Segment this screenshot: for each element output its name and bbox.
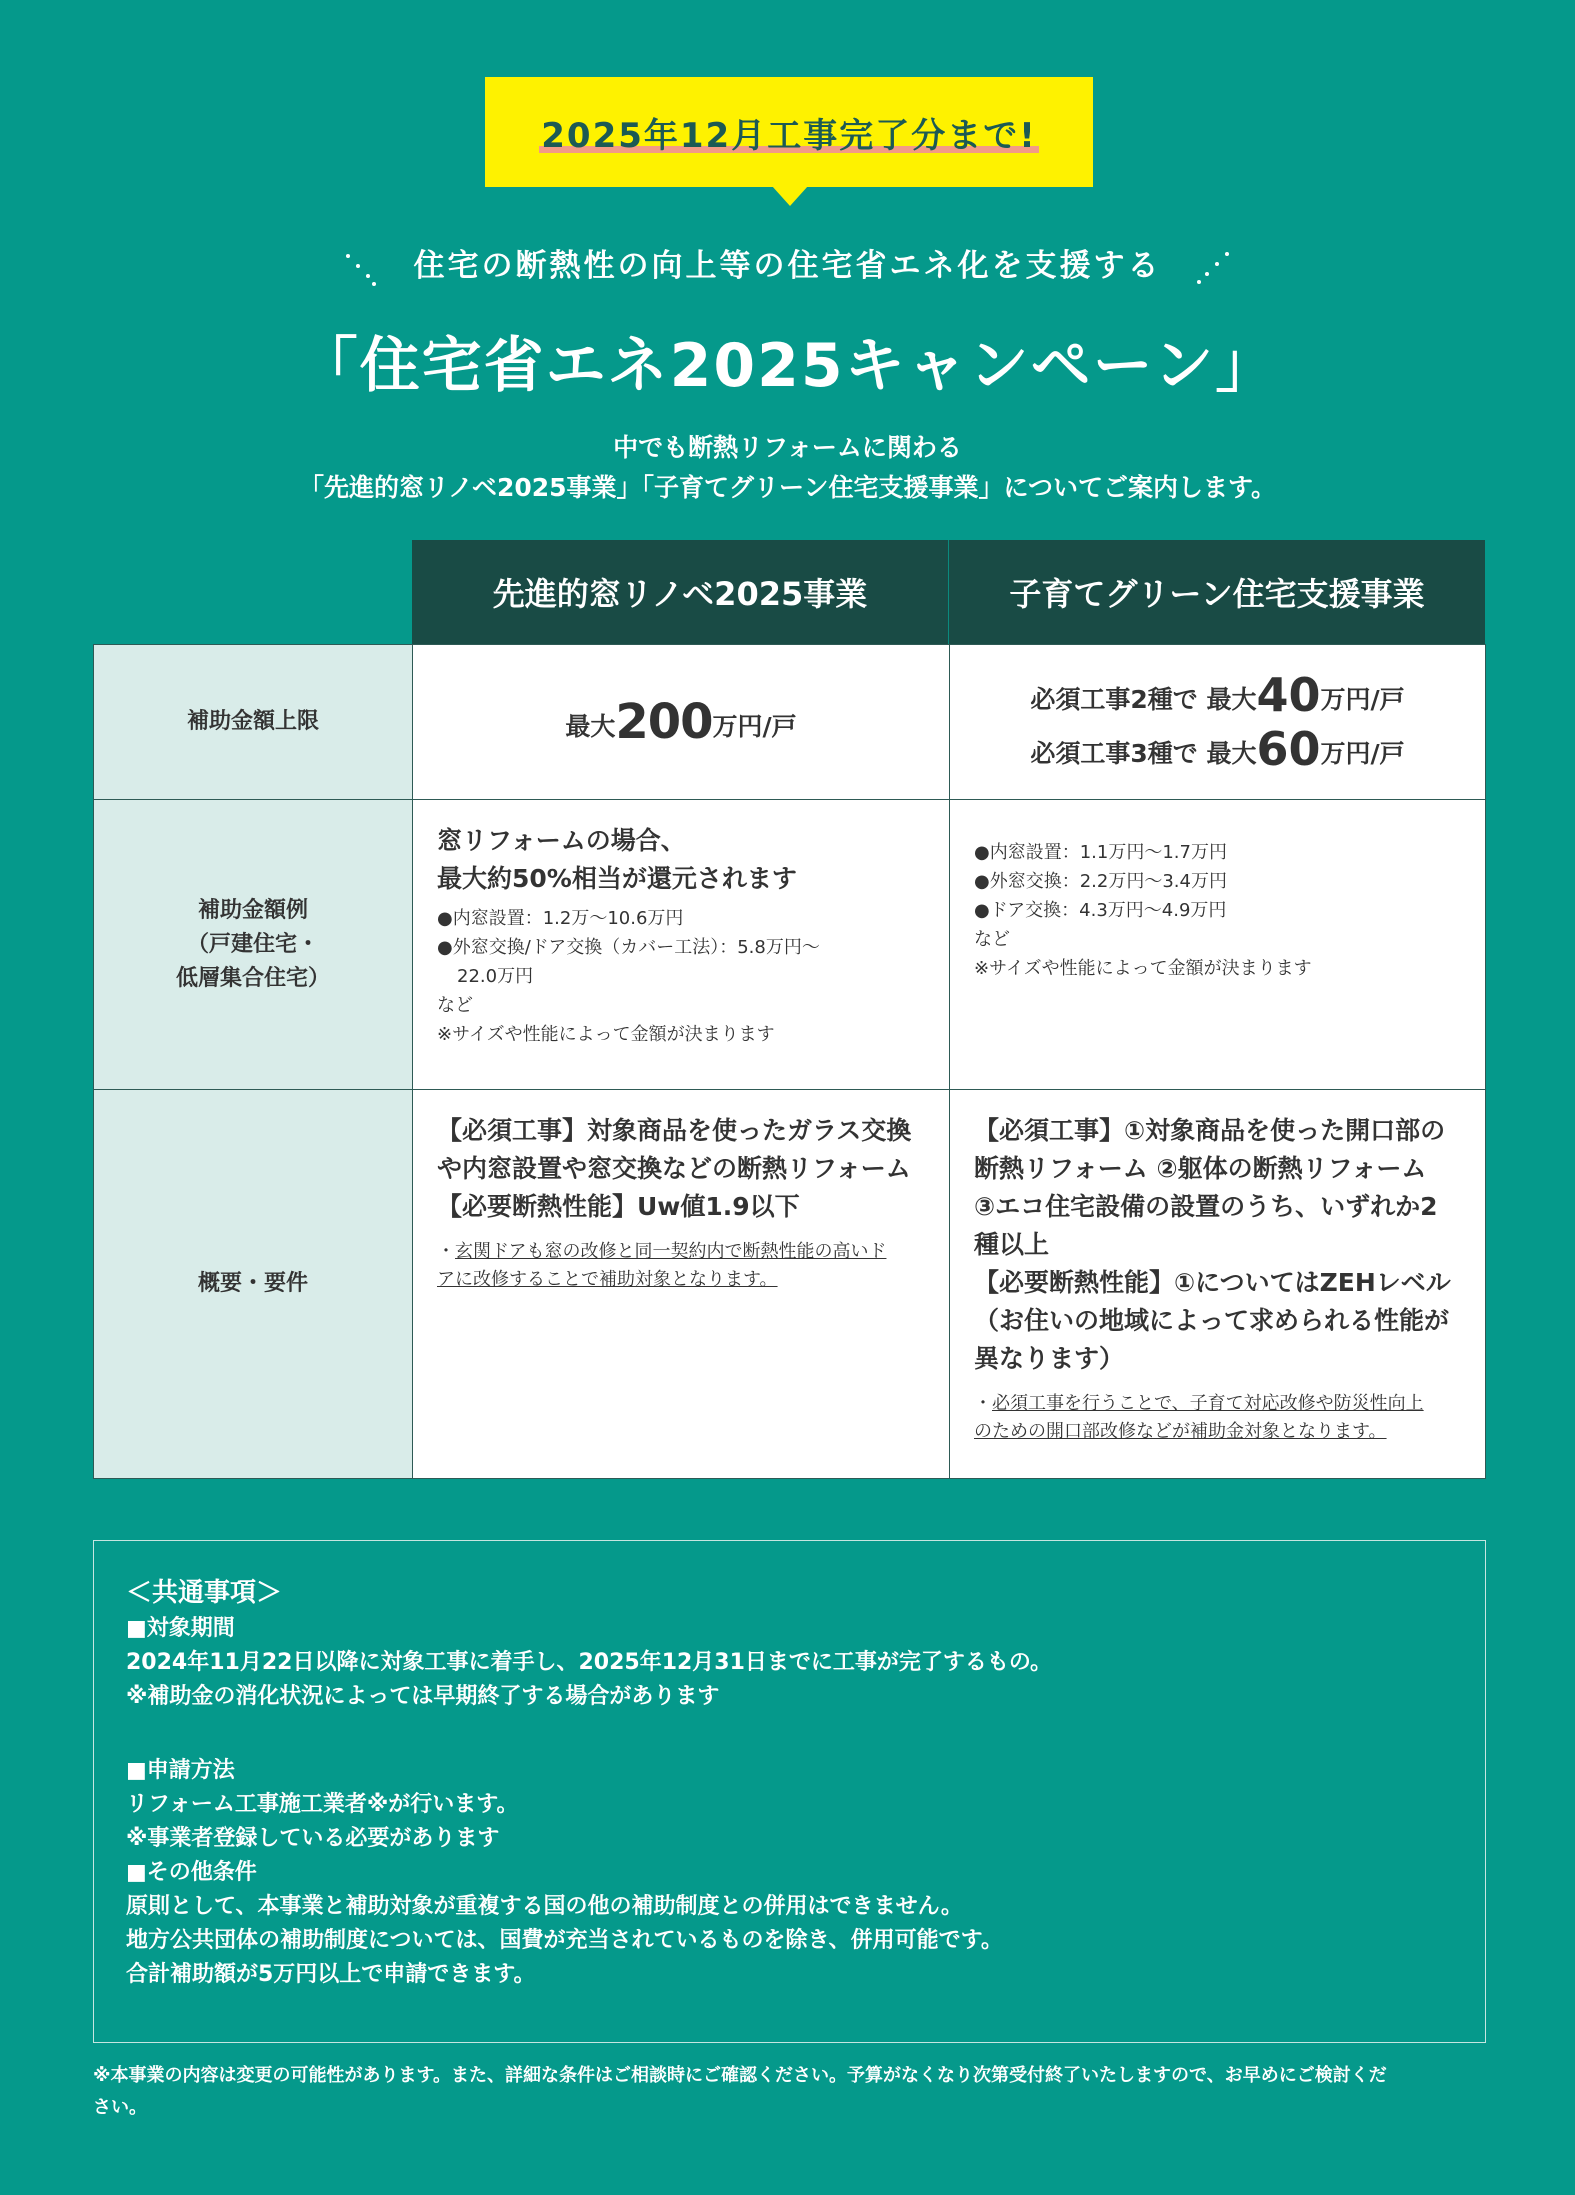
limit-green-line-2 (1030, 722, 1404, 776)
example-heading: 最大約50%相当が還元されます (437, 864, 797, 893)
row-header-example-line: 低層集合住宅） (175, 965, 330, 991)
example-etc: など (974, 929, 1010, 950)
limit-unit: 万円/戸 (1320, 685, 1405, 714)
summary-note (974, 1390, 1461, 1446)
summary-cell-green (949, 1090, 1485, 1478)
note-line: アに改修することで補助対象となります。 (437, 1269, 778, 1290)
summary-cell-window (413, 1090, 949, 1478)
column-header-window: 先進的窓リノベ2025事業 (412, 540, 948, 644)
other-line: 合計補助額が5万円以上で申請できます。 (126, 1962, 536, 1987)
example-etc: など (437, 995, 473, 1016)
requirement-line: や内窓設置や窓交換などの断熱リフォーム (437, 1154, 911, 1183)
requirement-line: 【必要断熱性能】①についてはZEHレベル (974, 1268, 1451, 1297)
sparkle-right-icon (1193, 250, 1233, 286)
other-line: 原則として、本事業と補助対象が重複する国の他の補助制度との併用はできません。 (126, 1894, 963, 1919)
intro-line-2: 「先進的窓リノベ2025事業」「子育てグリーン住宅支援事業」についてご案内します。 (298, 473, 1277, 502)
example-item-continued: 22.0万円 (457, 966, 534, 987)
note-line: 必須工事を行うことで、子育て対応改修や防災性向上 (992, 1393, 1424, 1414)
limit-prefix: 最大 (565, 712, 616, 741)
limit-prefix: 必須工事3種で 最大 (1030, 739, 1257, 768)
page-title: 「住宅省エネ2025キャンペーン」 (297, 331, 1278, 401)
summary-note (437, 1238, 925, 1294)
limit-amount: 40 (1256, 668, 1321, 722)
footnote-line: さい。 (93, 2097, 147, 2118)
row-header-example-line: 補助金額例 (197, 897, 308, 923)
apply-title: ■申請方法 (126, 1758, 235, 1783)
requirement-line: （お住いの地域によって求められる性能が (974, 1306, 1450, 1335)
limit-cell-green (949, 645, 1485, 799)
note-bullet: ・ (974, 1393, 992, 1414)
requirement-line: 断熱リフォーム ②躯体の断熱リフォーム (974, 1154, 1427, 1183)
other-title: ■その他条件 (126, 1860, 257, 1885)
example-heading: 窓リフォームの場合、 (437, 826, 686, 855)
period-title: ■対象期間 (126, 1616, 235, 1641)
table-row-summary (94, 1089, 1485, 1478)
requirement-line: 異なります） (974, 1344, 1125, 1373)
lead-text: 住宅の断熱性の向上等の住宅省エネ化を支援する (413, 248, 1162, 284)
limit-unit: 万円/戸 (1320, 739, 1405, 768)
table-row-limit (94, 644, 1485, 799)
limit-amount: 60 (1256, 722, 1321, 776)
limit-green-line-1 (1030, 668, 1404, 722)
row-header-summary: 概要・要件 (94, 1090, 413, 1478)
row-header-example (94, 800, 413, 1089)
example-item: ●ドア交換：4.3万円～4.9万円 (974, 900, 1227, 921)
example-note: ※サイズや性能によって金額が決まります (437, 1024, 775, 1045)
requirement-line: 【必須工事】①対象商品を使った開口部の (974, 1116, 1446, 1145)
table-row-example (94, 799, 1485, 1089)
comparison-table (93, 540, 1486, 1479)
limit-cell-window (413, 645, 949, 799)
lead-line (0, 240, 1575, 286)
apply-line: リフォーム工事施工業者※が行います。 (126, 1792, 519, 1817)
requirement-line: 【必須工事】対象商品を使ったガラス交換 (437, 1116, 912, 1145)
requirement-line: ③エコ住宅設備の設置のうち、いずれか2 (974, 1192, 1438, 1221)
limit-window-line (565, 694, 796, 750)
example-item: ●内窓設置：1.1万円～1.7万円 (974, 842, 1227, 863)
badge-pointer (772, 186, 808, 206)
example-item: ●外窓交換/ドア交換（カバー工法）：5.8万円～ (437, 937, 820, 958)
table-header (412, 540, 1486, 644)
period-line: 2024年11月22日以降に対象工事に着手し、2025年12月31日までに工事が完了するもの。 (126, 1650, 1053, 1675)
footnote-line: ※本事業の内容は変更の可能性があります。また、詳細な条件はご相談時にご確認ください。予算がなくなり次第受付終了いたしますので、お早めにご検討くだ (93, 2065, 1387, 2086)
example-cell-green (949, 800, 1485, 1089)
example-cell-window (413, 800, 949, 1089)
limit-prefix: 必須工事2種で 最大 (1030, 685, 1257, 714)
intro-line-1: 中でも断熱リフォームに関わる (613, 433, 962, 462)
intro-text (0, 428, 1575, 508)
example-item: ●内窓設置：1.2万～10.6万円 (437, 908, 684, 929)
sparkle-left-icon (342, 250, 382, 286)
common-heading: ＜共通事項＞ (126, 1578, 283, 1608)
column-header-green-housing: 子育てグリーン住宅支援事業 (948, 540, 1485, 644)
apply-line: ※事業者登録している必要があります (126, 1826, 500, 1851)
note-line: 玄関ドアも窓の改修と同一契約内で断熱性能の高いド (455, 1241, 887, 1262)
limit-unit: 万円/戸 (712, 712, 797, 741)
requirement-line: 【必要断熱性能】Uw値1.9以下 (437, 1192, 800, 1221)
note-bullet: ・ (437, 1241, 455, 1262)
deadline-badge (485, 77, 1093, 187)
note-line: のための開口部改修などが補助金対象となります。 (974, 1421, 1387, 1442)
other-line: 地方公共団体の補助制度については、国費が充当されているものを除き、併用可能です。 (126, 1928, 1003, 1953)
limit-amount: 200 (615, 694, 713, 750)
requirement-line: 種以上 (974, 1230, 1050, 1259)
footnote (93, 2060, 1486, 2124)
example-note: ※サイズや性能によって金額が決まります (974, 958, 1312, 979)
period-line: ※補助金の消化状況によっては早期終了する場合があります (126, 1684, 720, 1709)
common-terms-box (93, 1540, 1486, 2043)
example-item: ●外窓交換：2.2万円～3.4万円 (974, 871, 1227, 892)
row-header-example-line: （戸建住宅・ (186, 931, 319, 957)
deadline-text: 2025年12月工事完了分まで! (539, 108, 1038, 157)
row-header-limit: 補助金額上限 (94, 645, 413, 799)
